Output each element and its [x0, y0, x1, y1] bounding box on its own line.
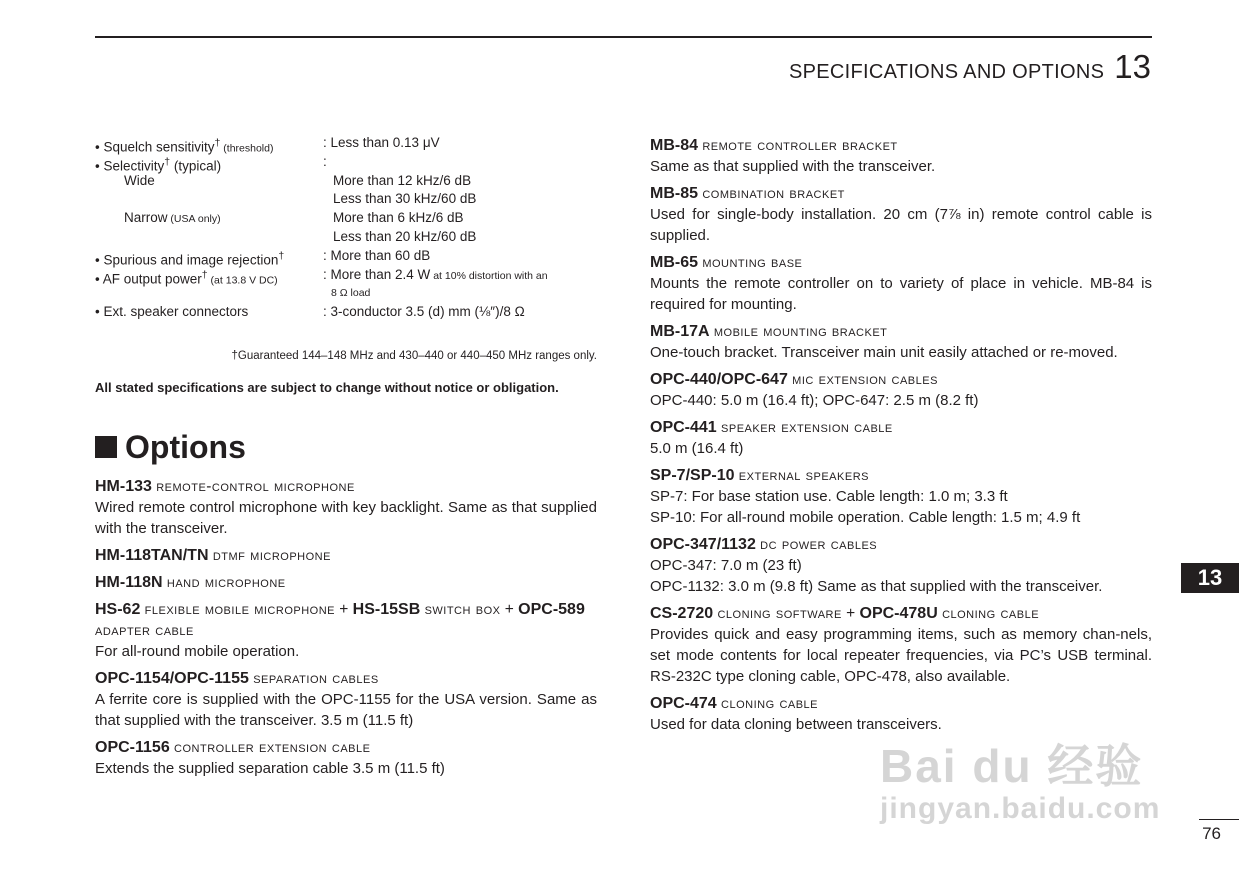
chapter-number: 13	[1114, 48, 1151, 85]
option-item: CS-2720 cloning software + OPC-478U cloning cable Provides quick and easy programming items, such as memory chan-nels, set mode contents for local repeater frequencies, via PC’s USB terminal. RS-232C type cloning cable, OPC-478, also available.	[650, 605, 1152, 685]
option-item: OPC-347/1132 dc power cables OPC-347: 7.0 m (23 ft) OPC-1132: 3.0 m (9.8 ft) Same as that supplied with the transceiver.	[650, 536, 1103, 595]
header-title: SPECIFICATIONS AND OPTIONS	[789, 61, 1105, 83]
watermark-url: jingyan.baidu.com	[880, 792, 1161, 825]
option-item: HM-133 remote-control microphone Wired remote control microphone with key backlight. Same as that supplied with the transceiver.	[95, 477, 597, 537]
spec-narrow-2: Less than 20 kHz/60 dB	[333, 228, 477, 244]
spec-af-output-2: 8 Ω load	[331, 287, 371, 300]
spec-ext-speaker: • Ext. speaker connectors : 3-conductor 3.5 (d) mm (⅛″)/8 Ω	[95, 304, 525, 320]
option-item: HS-62 flexible mobile microphone + HS-15SB switch box + OPC-589 adapter cable For all-round mobile operation.	[95, 600, 585, 660]
option-item: MB-85 combination bracket Used for single-body installation. 20 cm (7⅞ in) remote control cable is supplied.	[650, 185, 1152, 244]
option-item: OPC-440/OPC-647 mic extension cables OPC-440: 5.0 m (16.4 ft); OPC-647: 2.5 m (8.2 ft)	[650, 371, 979, 409]
right-column	[650, 135, 1152, 741]
chapter-tab: 13	[1181, 563, 1239, 593]
option-item: HM-118TAN/TN dtmf microphone	[95, 546, 331, 564]
spec-wide: Wide More than 12 kHz/6 dB	[124, 172, 472, 188]
spec-selectivity: • Selectivity† (typical) :	[95, 153, 327, 174]
options-heading: Options	[95, 429, 597, 466]
option-item: SP-7/SP-10 external speakers SP-7: For base station use. Cable length: 1.0 m; 3.3 ft SP-10: For all-round mobile operation. Cable length: 1.5 m; 4.9 ft	[650, 467, 1081, 526]
spec-narrow: Narrow (USA only) More than 6 kHz/6 dB	[124, 210, 464, 226]
option-item: OPC-1156 controller extension cable Extends the supplied separation cable 3.5 m (11.5 ft)	[95, 738, 445, 777]
square-bullet-icon	[95, 436, 117, 458]
option-item: OPC-474 cloning cable Used for data cloning between transceivers.	[650, 695, 942, 733]
spec-squelch: • Squelch sensitivity† (threshold) : Less than 0.13 μV	[95, 135, 440, 155]
option-item: MB-65 mounting base Mounts the remote controller on to variety of place in vehicle. MB-84 is required for mounting.	[650, 254, 1152, 313]
option-item: OPC-441 speaker extension cable 5.0 m (16.4 ft)	[650, 419, 893, 457]
page-header	[789, 48, 1151, 86]
header-rule	[95, 36, 1152, 38]
option-item: HM-118N hand microphone	[95, 573, 286, 591]
page-number: 76	[1202, 824, 1221, 843]
spec-list	[95, 134, 597, 322]
page-number-rule	[1199, 819, 1239, 820]
baidu-watermark	[880, 730, 1160, 826]
left-column	[95, 134, 597, 785]
spec-af-output: • AF output power† (at 13.8 V DC) : More than 2.4 W at 10% distortion with an	[95, 266, 548, 287]
option-item: MB-84 remote controller bracket Same as that supplied with the transceiver.	[650, 137, 936, 175]
option-item: MB-17A mobile mounting bracket One-touch bracket. Transceiver main unit easily attached or re-moved.	[650, 323, 1118, 361]
watermark-logo-text: Bai du 经验	[880, 740, 1144, 792]
spec-spurious: • Spurious and image rejection† : More than 60 dB	[95, 247, 431, 268]
spec-footnote: †Guaranteed 144–148 MHz and 430–440 or 440–450 MHz ranges only.	[231, 349, 597, 362]
option-item: OPC-1154/OPC-1155 separation cables A ferrite core is supplied with the OPC-1155 for the USA version. Same as that supplied with the transceiver. 3.5 m (11.5 ft)	[95, 669, 597, 729]
spec-notice: All stated specifications are subject to change without notice or obligation.	[95, 379, 559, 395]
spec-wide-2: Less than 30 kHz/60 dB	[333, 191, 477, 207]
